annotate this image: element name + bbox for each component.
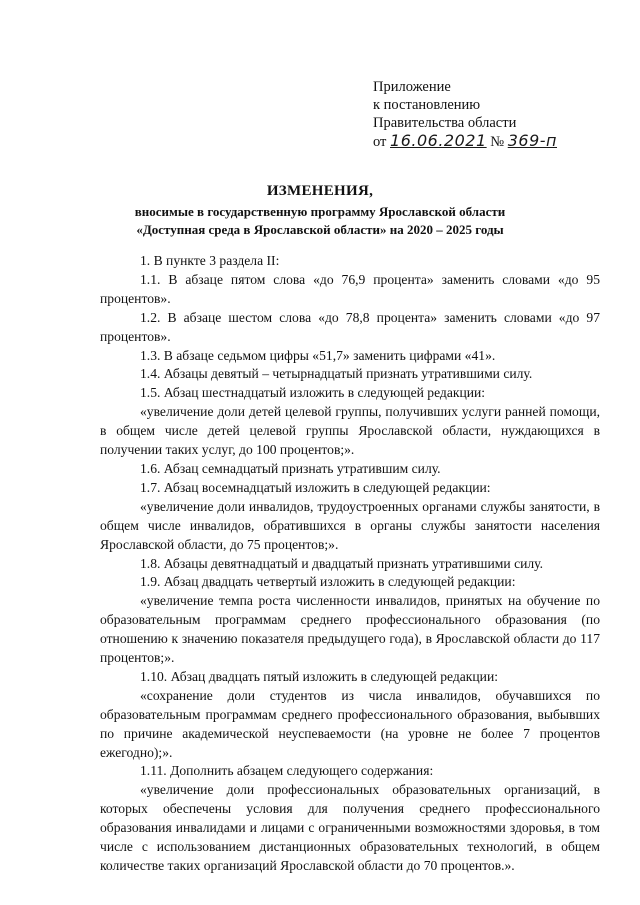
paragraph: «увеличение доли инвалидов, трудоустроенных органами службы занятости, в общем числе инвалидов, обратившихся в органы службы занятости населения Ярославской области, до 75 процентов;». xyxy=(100,498,600,552)
paragraph: 1. В пункте 3 раздела II: xyxy=(140,253,280,268)
handwritten-date: 16.06.2021 xyxy=(390,131,487,150)
appendix-line-1: Приложение xyxy=(373,79,451,95)
paragraph: 1.4. Абзацы девятый – четырнадцатый признать утратившими силу. xyxy=(140,366,533,382)
paragraph: 1.5. Абзац шестнадцатый изложить в следующей редакции: xyxy=(140,385,486,401)
appendix-line-2: к постановлению xyxy=(373,97,481,113)
paragraph: «увеличение доли профессиональных образовательных организаций, в которых обеспечены условия для получения среднего профессионального образования инвалидами и лицами с ограниченными возможностями здоровья, в том числе с использованием дистанционных образовательных технологий, в общем количестве таких организаций Ярославской области до 70 процентов.». xyxy=(100,782,600,873)
number-prefix: № xyxy=(490,134,505,150)
paragraph: 1.6. Абзац семнадцатый признать утратившим силу. xyxy=(140,460,441,476)
document-subtitle-2: «Доступная среда в Ярославской области» на 2020 – 2025 годы xyxy=(136,222,504,237)
paragraph: «увеличение темпа роста численности инвалидов, принятых на обучение по образовательным программам среднего профессионального образования (по отношению к значению показателя предыдущего года), в Ярославской области до 117 процентов;». xyxy=(100,593,600,666)
appendix-block xyxy=(373,78,557,151)
paragraph: 1.10. Абзац двадцать пятый изложить в следующей редакции: xyxy=(140,668,499,684)
appendix-reference xyxy=(373,132,557,151)
document-subtitle-1: вносимые в государственную программу Ярославской области xyxy=(134,204,506,219)
document-body xyxy=(100,252,600,876)
handwritten-number: 369-п xyxy=(507,131,558,150)
appendix-line-3: Правительства области xyxy=(373,115,517,131)
date-prefix: от xyxy=(373,134,387,150)
paragraph: 1.11. Дополнить абзацем следующего содержания: xyxy=(140,763,434,779)
paragraph: «увеличение доли детей целевой группы, получивших услуги ранней помощи, в общем числе детей целевой группы Ярославской области, нуждающихся в получении таких услуг, до 100 процентов;». xyxy=(100,404,600,458)
paragraph: 1.7. Абзац восемнадцатый изложить в следующей редакции: xyxy=(140,479,491,495)
paragraph: 1.8. Абзацы девятнадцатый и двадцатый признать утратившими силу. xyxy=(140,555,544,571)
paragraph: «сохранение доли студентов из числа инвалидов, обучавшихся по образовательным программам среднего профессионального образования, выбывших по причине академической неуспеваемости (на уровне не более 7 процентов ежегодно);». xyxy=(100,687,600,760)
paragraph: 1.3. В абзаце седьмом цифры «51,7» заменить цифрами «41». xyxy=(140,347,496,363)
paragraph: 1.2. В абзаце шестом слова «до 78,8 процента» заменить словами «до 97 процентов». xyxy=(100,309,600,344)
document-title: ИЗМЕНЕНИЯ, xyxy=(266,183,374,199)
paragraph: 1.1. В абзаце пятом слова «до 76,9 процента» заменить словами «до 95 процентов». xyxy=(100,271,600,306)
paragraph: 1.9. Абзац двадцать четвертый изложить в следующей редакции: xyxy=(140,574,516,590)
